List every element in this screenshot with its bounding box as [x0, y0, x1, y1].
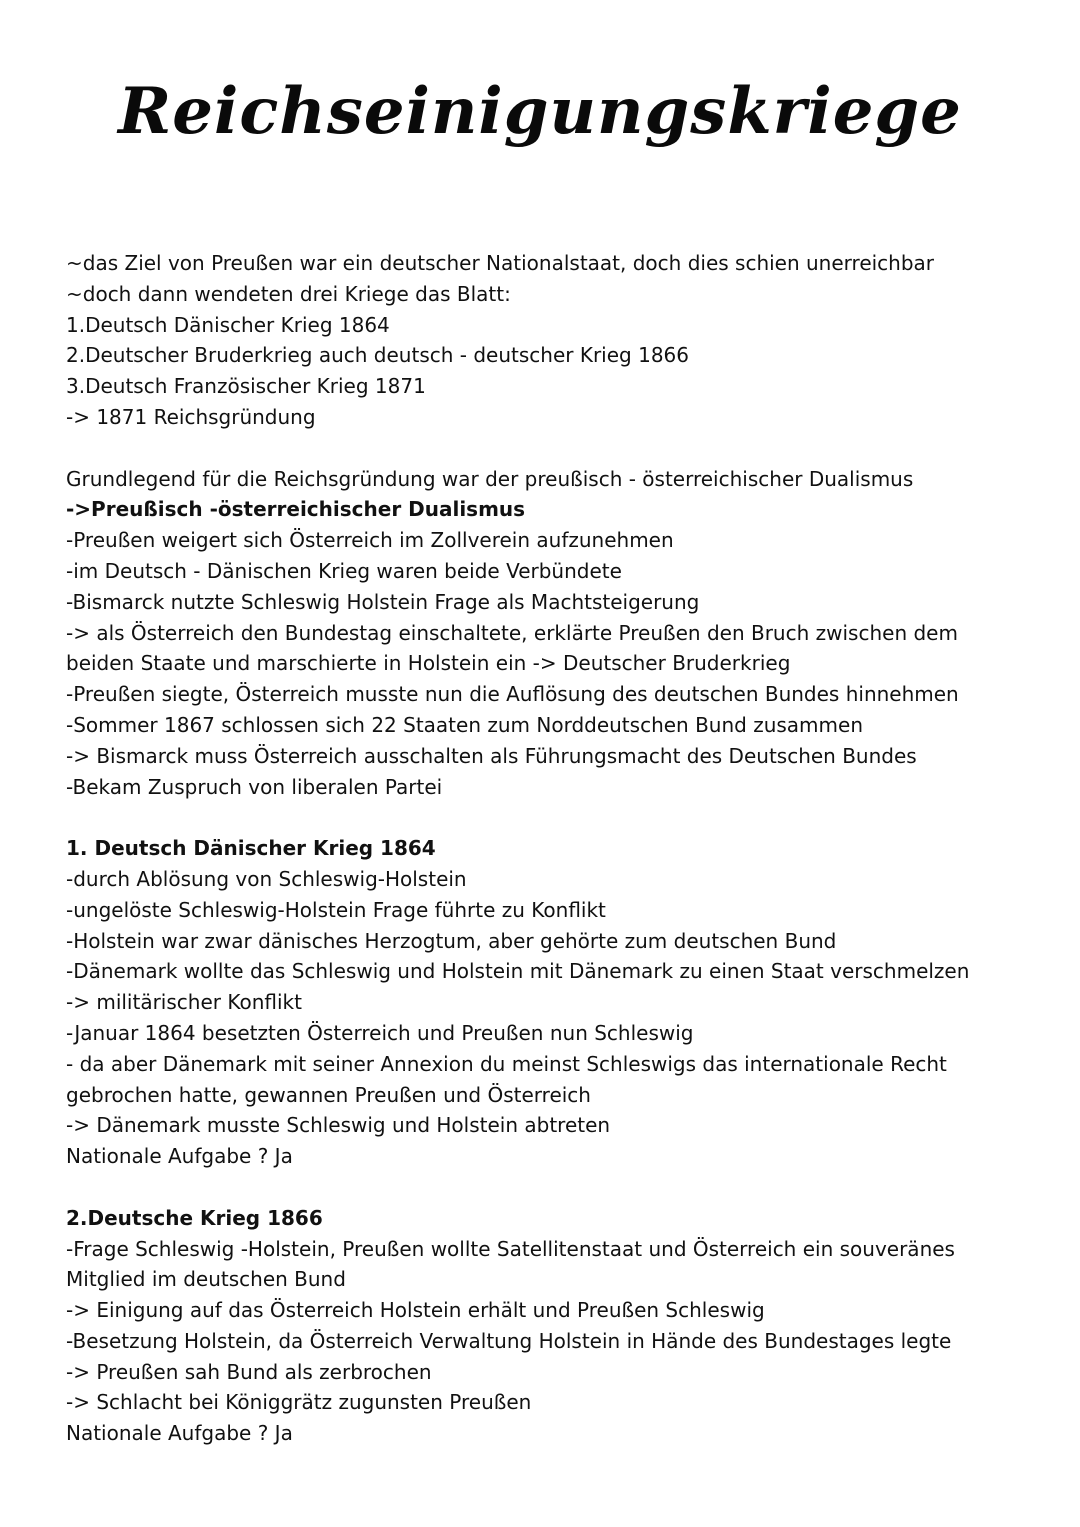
krieg-1866-line: -> Schlacht bei Königgrätz zugunsten Preußen	[66, 1390, 532, 1415]
krieg-1864-line: -> Dänemark musste Schleswig und Holstein abtreten	[66, 1113, 611, 1138]
spacer	[66, 1172, 1006, 1203]
krieg-1864-line: - da aber Dänemark mit seiner Annexion du meinst Schleswigs das internationale Recht	[66, 1051, 947, 1076]
krieg-1866-section	[66, 1203, 1006, 1449]
krieg-1864-line: -> militärischer Konflikt	[66, 990, 302, 1015]
krieg-1864-line: -Januar 1864 besetzten Österreich und Preußen nun Schleswig	[66, 1020, 694, 1045]
intro-line: -> 1871 Reichsgründung	[66, 404, 316, 429]
krieg-1866-line: Mitglied im deutschen Bund	[66, 1267, 346, 1292]
dualismus-line: -Bismarck nutzte Schleswig Holstein Frage als Machtsteigerung	[66, 589, 700, 614]
dualismus-line: -im Deutsch - Dänischen Krieg waren beide Verbündete	[66, 558, 622, 583]
dualismus-line: -Preußen siegte, Österreich musste nun die Auflösung des deutschen Bundes hinnehmen	[66, 682, 959, 707]
krieg-1864-line: Nationale Aufgabe ? Ja	[66, 1144, 293, 1169]
intro-section	[66, 248, 1006, 433]
krieg-1864-line: -Holstein war zwar dänisches Herzogtum, aber gehörte zum deutschen Bund	[66, 928, 837, 953]
dualismus-heading: ->Preußisch -österreichischer Dualismus	[66, 497, 526, 522]
krieg-1866-line: -> Preußen sah Bund als zerbrochen	[66, 1359, 432, 1384]
krieg-1864-line: -durch Ablösung von Schleswig-Holstein	[66, 866, 467, 891]
dualismus-line: -Bekam Zuspruch von liberalen Partei	[66, 774, 443, 799]
intro-line: 1.Deutsch Dänischer Krieg 1864	[66, 312, 390, 337]
intro-line: ~doch dann wendeten drei Kriege das Blatt:	[66, 281, 511, 306]
krieg-1866-line: -> Einigung auf das Österreich Holstein erhält und Preußen Schleswig	[66, 1298, 765, 1323]
notes-body	[66, 248, 1006, 1449]
krieg-1866-line: Nationale Aufgabe ? Ja	[66, 1421, 293, 1446]
dualismus-line: -Sommer 1867 schlossen sich 22 Staaten zum Norddeutschen Bund zusammen	[66, 712, 864, 737]
krieg-1866-line: -Besetzung Holstein, da Österreich Verwaltung Holstein in Hände des Bundestages legte	[66, 1328, 952, 1353]
spacer	[66, 433, 1006, 464]
dualismus-lead: Grundlegend für die Reichsgründung war der preußisch - österreichischer Dualismus	[66, 466, 914, 491]
dualismus-line: beiden Staate und marschierte in Holstein ein -> Deutscher Bruderkrieg	[66, 651, 791, 676]
krieg-1864-section	[66, 833, 1006, 1172]
krieg-1866-heading: 2.Deutsche Krieg 1866	[66, 1205, 323, 1230]
krieg-1864-line: gebrochen hatte, gewannen Preußen und Österreich	[66, 1082, 591, 1107]
krieg-1864-line: -Dänemark wollte das Schleswig und Holstein mit Dänemark zu einen Staat verschmelzen	[66, 959, 970, 984]
krieg-1866-line: -Frage Schleswig -Holstein, Preußen wollte Satellitenstaat und Österreich ein souveränes	[66, 1236, 955, 1261]
page-title: Reichseinigungskriege	[118, 74, 962, 149]
spacer	[66, 802, 1006, 833]
dualismus-line: -Preußen weigert sich Österreich im Zollverein aufzunehmen	[66, 528, 674, 553]
krieg-1864-line: -ungelöste Schleswig-Holstein Frage führte zu Konflikt	[66, 897, 606, 922]
intro-line: 2.Deutscher Bruderkrieg auch deutsch - deutscher Krieg 1866	[66, 343, 689, 368]
krieg-1864-heading: 1. Deutsch Dänischer Krieg 1864	[66, 836, 436, 861]
dualismus-section	[66, 464, 1006, 803]
dualismus-line: -> Bismarck muss Österreich ausschalten als Führungsmacht des Deutschen Bundes	[66, 743, 917, 768]
dualismus-line: -> als Österreich den Bundestag einschaltete, erklärte Preußen den Bruch zwischen dem	[66, 620, 958, 645]
intro-line: ~das Ziel von Preußen war ein deutscher Nationalstaat, doch dies schien unerreichbar	[66, 251, 935, 275]
intro-line: 3.Deutsch Französischer Krieg 1871	[66, 374, 426, 399]
